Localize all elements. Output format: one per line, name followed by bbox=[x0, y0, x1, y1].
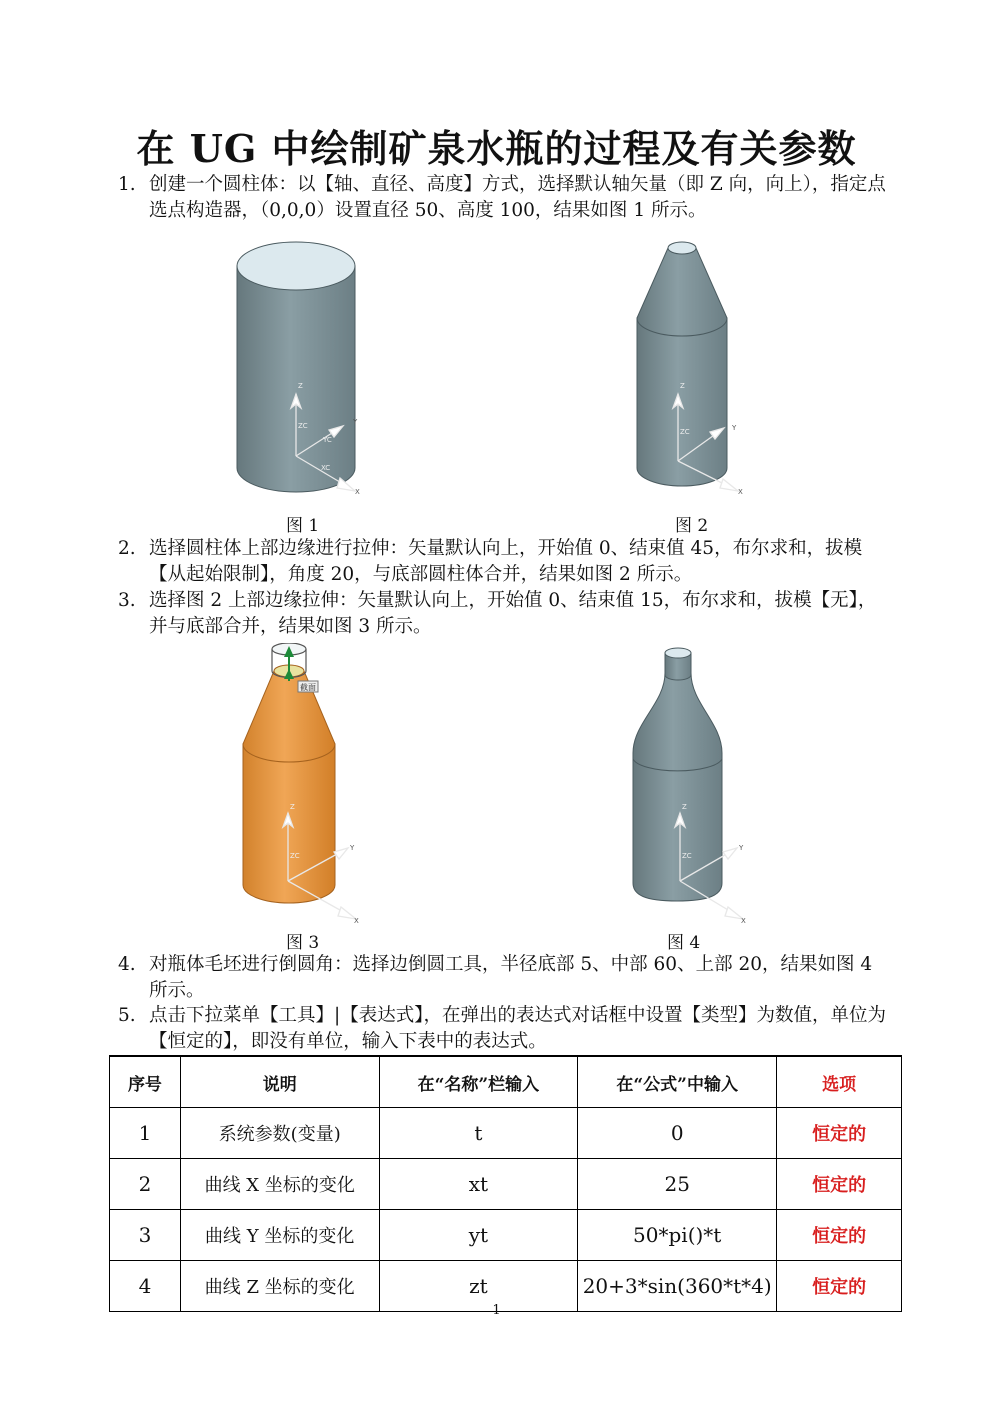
svg-text:Z: Z bbox=[298, 382, 303, 390]
svg-text:Y: Y bbox=[732, 424, 737, 432]
svg-text:ZC: ZC bbox=[680, 428, 690, 436]
svg-text:ZC: ZC bbox=[290, 852, 300, 860]
svg-text:Z: Z bbox=[290, 803, 295, 811]
cell-name: t bbox=[379, 1108, 578, 1159]
cell-formula: 25 bbox=[578, 1159, 777, 1210]
table-row bbox=[110, 1108, 902, 1159]
cell-option: 恒定的 bbox=[777, 1210, 902, 1261]
figure-2-cone-cylinder bbox=[620, 236, 760, 511]
step-text: 选择图 2 上部边缘拉伸：矢量默认向上，开始值 0、结束值 15，布尔求和，拔模【无】，并与底部合并，结果如图 3 所示。 bbox=[149, 590, 877, 637]
svg-text:Y: Y bbox=[353, 418, 358, 426]
svg-text:Y: Y bbox=[739, 844, 744, 852]
step-text: 选择圆柱体上部边缘进行拉伸：矢量默认向上，开始值 0、结束值 45，布尔求和，拔模【从起始限制】，角度 20，与底部圆柱体合并，结果如图 2 所示。 bbox=[149, 538, 863, 585]
step-number: 3. bbox=[118, 590, 136, 611]
table-header-row bbox=[110, 1056, 902, 1108]
svg-text:Z: Z bbox=[680, 382, 685, 390]
header-description: 说明 bbox=[180, 1056, 379, 1108]
cell-description: 系统参数(变量) bbox=[180, 1108, 379, 1159]
svg-text:X: X bbox=[738, 488, 743, 496]
svg-text:截面: 截面 bbox=[300, 683, 316, 692]
cell-option: 恒定的 bbox=[777, 1159, 902, 1210]
cell-formula: 0 bbox=[578, 1108, 777, 1159]
cell-name: zt bbox=[379, 1261, 578, 1312]
table-row bbox=[110, 1210, 902, 1261]
figure-1-caption: 图 1 bbox=[286, 516, 320, 536]
figure-4-caption: 图 4 bbox=[667, 933, 701, 953]
page-number: 1 bbox=[492, 1303, 501, 1318]
step-text: 创建一个圆柱体：以【轴、直径、高度】方式，选择默认轴矢量（即 Z 向，向上），指定点选点构造器，（0,0,0）设置直径 50、高度 100，结果如图 1 所示。 bbox=[149, 174, 886, 221]
svg-text:XC: XC bbox=[321, 464, 331, 472]
step-text: 点击下拉菜单【工具】|【表达式】，在弹出的表达式对话框中设置【类型】为数值，单位为【恒定的】，即没有单位，输入下表中的表达式。 bbox=[149, 1005, 886, 1052]
cell-option: 恒定的 bbox=[777, 1108, 902, 1159]
cell-index: 3 bbox=[110, 1210, 181, 1261]
step-5 bbox=[118, 1003, 888, 1055]
header-option: 选项 bbox=[777, 1056, 902, 1108]
figure-2-caption: 图 2 bbox=[675, 516, 709, 536]
svg-text:X: X bbox=[741, 917, 746, 925]
cell-name: xt bbox=[379, 1159, 578, 1210]
figure-4-rounded-bottle bbox=[625, 643, 765, 928]
cell-option: 恒定的 bbox=[777, 1261, 902, 1312]
header-formula-input: 在“公式”中输入 bbox=[578, 1056, 777, 1108]
step-2 bbox=[118, 536, 888, 588]
step-1 bbox=[118, 172, 888, 224]
cell-formula: 50*pi()*t bbox=[578, 1210, 777, 1261]
table-row bbox=[110, 1159, 902, 1210]
cell-index: 4 bbox=[110, 1261, 181, 1312]
svg-text:Y: Y bbox=[350, 844, 355, 852]
step-number: 5. bbox=[118, 1005, 136, 1026]
cell-index: 1 bbox=[110, 1108, 181, 1159]
step-number: 2. bbox=[118, 538, 136, 559]
page-title: 在 UG 中绘制矿泉水瓶的过程及有关参数 bbox=[136, 126, 857, 171]
svg-text:YC: YC bbox=[323, 436, 332, 444]
figure-1-cylinder bbox=[225, 236, 375, 511]
figure-3-caption: 图 3 bbox=[286, 933, 320, 953]
cell-description: 曲线 Z 坐标的变化 bbox=[180, 1261, 379, 1312]
svg-text:X: X bbox=[355, 488, 360, 496]
cell-description: 曲线 X 坐标的变化 bbox=[180, 1159, 379, 1210]
svg-text:Z: Z bbox=[682, 803, 687, 811]
header-name-input: 在“名称”栏输入 bbox=[379, 1056, 578, 1108]
step-number: 1. bbox=[118, 174, 136, 195]
step-text: 对瓶体毛坯进行倒圆角：选择边倒圆工具，半径底部 5、中部 60、上部 20，结果如图 4 所示。 bbox=[149, 954, 873, 1001]
step-number: 4. bbox=[118, 954, 136, 975]
svg-text:X: X bbox=[354, 917, 359, 925]
expressions-table bbox=[109, 1055, 902, 1312]
cell-formula: 20+3*sin(360*t*4) bbox=[578, 1261, 777, 1312]
step-4 bbox=[118, 952, 888, 1004]
step-3 bbox=[118, 588, 888, 640]
cell-description: 曲线 Y 坐标的变化 bbox=[180, 1210, 379, 1261]
cell-index: 2 bbox=[110, 1159, 181, 1210]
cell-name: yt bbox=[379, 1210, 578, 1261]
figure-3-orange-bottle bbox=[236, 643, 376, 928]
svg-text:ZC: ZC bbox=[682, 852, 692, 860]
svg-text:ZC: ZC bbox=[298, 422, 308, 430]
header-index: 序号 bbox=[110, 1056, 181, 1108]
